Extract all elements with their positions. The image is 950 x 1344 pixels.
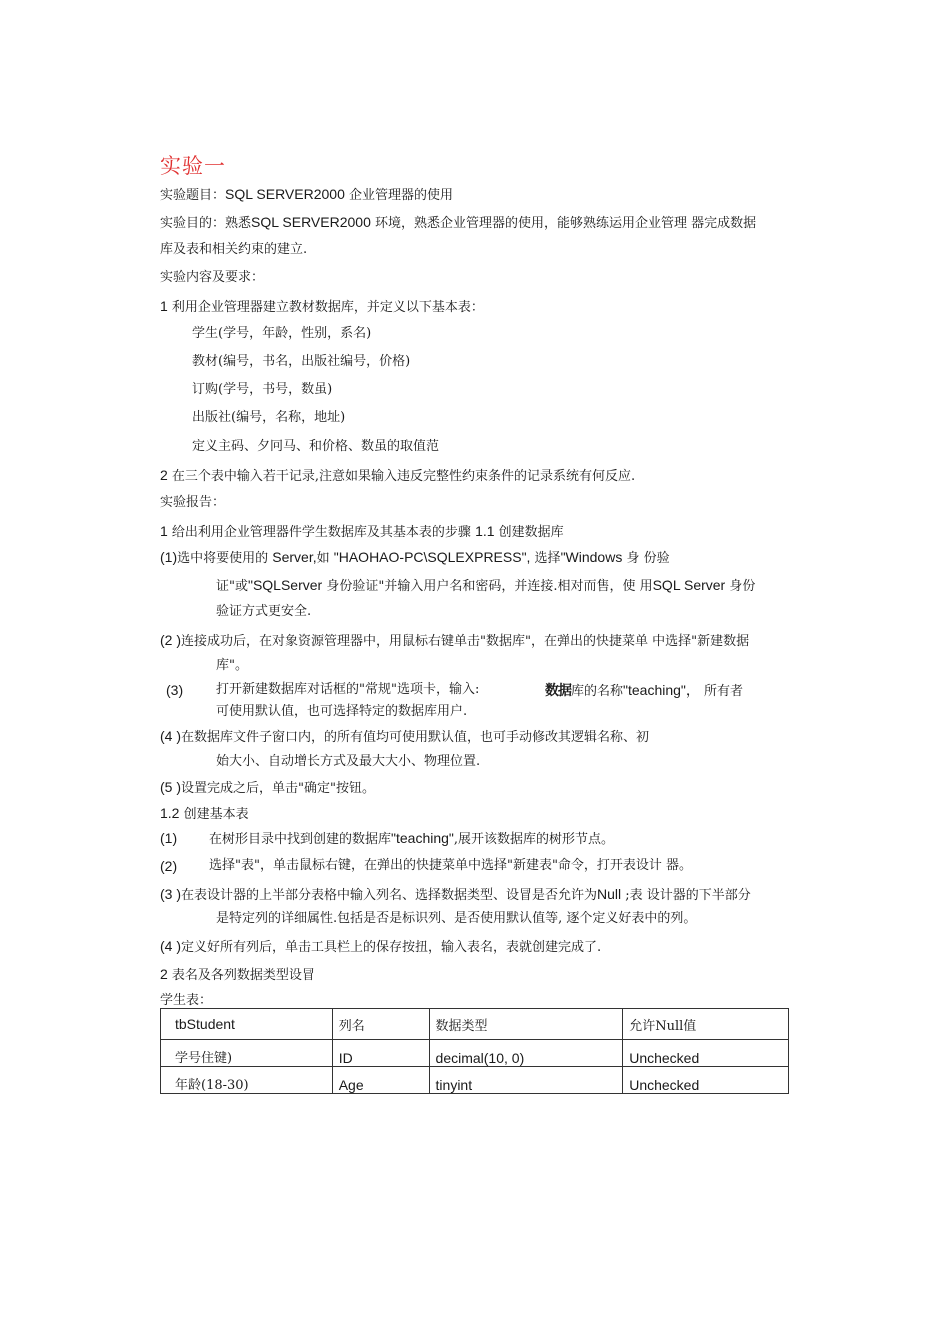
step-4-cont: 始大小、自动增长方式及最大大小、物理位置. bbox=[216, 754, 481, 769]
table-def-publisher: 出版社(编号，名称，地址) bbox=[192, 410, 346, 425]
experiment-goal: 实验目的：熟悉SQL SERVER2000 环境，熟悉企业管理器的使用，能够熟练运用企业管理 器完成数据 bbox=[160, 214, 757, 231]
table-header-row bbox=[161, 1009, 789, 1040]
table-cell: decimal(10, 0) bbox=[429, 1040, 623, 1067]
report-item-1: 1 给出利用企业管理器件学生数据库及其基本表的步骤 1.1 创建数据库 bbox=[160, 523, 564, 540]
report-heading: 实验报告： bbox=[160, 495, 226, 510]
step-1-2-3-cont: 是特定列的详细属性.包括是否是标识列、是否使用默认值等, 逐个定义好表中的列。 bbox=[216, 911, 697, 926]
step-3-number: (3) bbox=[166, 682, 184, 698]
step-3-cont: 可使用默认值，也可选择特定的数据库用户. bbox=[216, 704, 468, 719]
step-1: (1)选中将要使用的 Server,如 "HAOHAO-PC\SQLEXPRESS", 选择"Windows 身 份验 bbox=[160, 549, 670, 566]
page-title: 实验一 bbox=[160, 154, 226, 178]
requirement-2: 2 在三个表中输入若干记录,注意如果输入违反完整性约束条件的记录系统有何反应. bbox=[160, 467, 636, 484]
table-cell: tinyint bbox=[429, 1067, 623, 1094]
table-cell: Unchecked bbox=[623, 1040, 789, 1067]
step-1-cont: 证"或"SQLServer 身份验证"并输入用户名和密码，并连接.相对而售，使 用SQL Server 身份 bbox=[216, 577, 756, 594]
experiment-goal-cont: 库及表和相关约束的建立. bbox=[160, 242, 308, 257]
table-cell: Unchecked bbox=[623, 1067, 789, 1094]
step-2: (2 )连接成功后，在对象资源管理器中，用鼠标右键单击"数据库"，在弹出的快捷菜单 中选择"新建数据 bbox=[160, 632, 750, 649]
table-header-cell: tbStudent bbox=[161, 1009, 333, 1040]
table-def-textbook: 教材(编号，书名，出版社编号，价格) bbox=[192, 354, 411, 369]
requirement-1: 1 利用企业管理器建立教材数据库，并定义以下基本表： bbox=[160, 298, 484, 315]
table-def-student: 学生(学号，年龄，性别，系名) bbox=[192, 326, 372, 341]
step-2-cont: 库"。 bbox=[216, 658, 248, 673]
student-table bbox=[160, 1008, 789, 1094]
table-cell: 年龄(18-30) bbox=[161, 1067, 333, 1094]
step-4: (4 )在数据库文件子窗口内，的所有值均可使用默认值，也可手动修改其逻辑名称、初 bbox=[160, 728, 650, 745]
step-1-2-2-number: (2) bbox=[160, 858, 178, 874]
table-cell: Age bbox=[332, 1067, 429, 1094]
section-1-2: 1.2 创建基本表 bbox=[160, 805, 249, 822]
table-row bbox=[161, 1040, 789, 1067]
table-cell: ID bbox=[332, 1040, 429, 1067]
section-2: 2 表名及各列数据类型设冒 bbox=[160, 966, 315, 983]
step-1-2-3: (3 )在表设计器的上半部分表格中输入列名、选择数据类型、设冒是否允许为Null ;表 设计器的下半部分 bbox=[160, 886, 751, 903]
table-row bbox=[161, 1067, 789, 1094]
student-table-label: 学生表： bbox=[160, 993, 213, 1008]
step-1-2-1-number: (1) bbox=[160, 830, 178, 846]
table-def-order: 订购(学号，书号，数虽) bbox=[192, 382, 333, 397]
experiment-topic: 实验题目：SQL SERVER2000 企业管理器的使用 bbox=[160, 186, 454, 203]
step-1-2-1: 在树形目录中找到创建的数据库"teaching",展开该数据库的树形节点。 bbox=[209, 830, 615, 847]
table-header-cell: 数据类型 bbox=[429, 1009, 623, 1040]
step-1-cont2: 验证方式更安全. bbox=[216, 604, 312, 619]
constraint-def: 定义主码、夕冋马、和价格、数虽的取值范 bbox=[192, 439, 440, 454]
step-1-2-4: (4 )定义好所有列后，单击工具栏上的保存按扭，输入表名，表就创建完成了. bbox=[160, 938, 602, 955]
step-3: 打开新建数据库对话框的"常规"选项卡，输入: bbox=[216, 682, 480, 697]
table-cell: 学号住键) bbox=[161, 1040, 333, 1067]
step-5: (5 )设置完成之后，单击"确定"按钮。 bbox=[160, 779, 375, 796]
step-1-2-2: 选择"表"，单击鼠标右键，在弹出的快捷菜单中选择"新建表"命令，打开表设计 器。 bbox=[209, 858, 693, 873]
table-header-cell: 列名 bbox=[332, 1009, 429, 1040]
content-heading: 实验内容及要求： bbox=[160, 270, 265, 285]
step-3-db-name: 数据库的名称"teaching"， 所有者 bbox=[545, 682, 744, 699]
table-header-cell: 允许Null值 bbox=[623, 1009, 789, 1040]
